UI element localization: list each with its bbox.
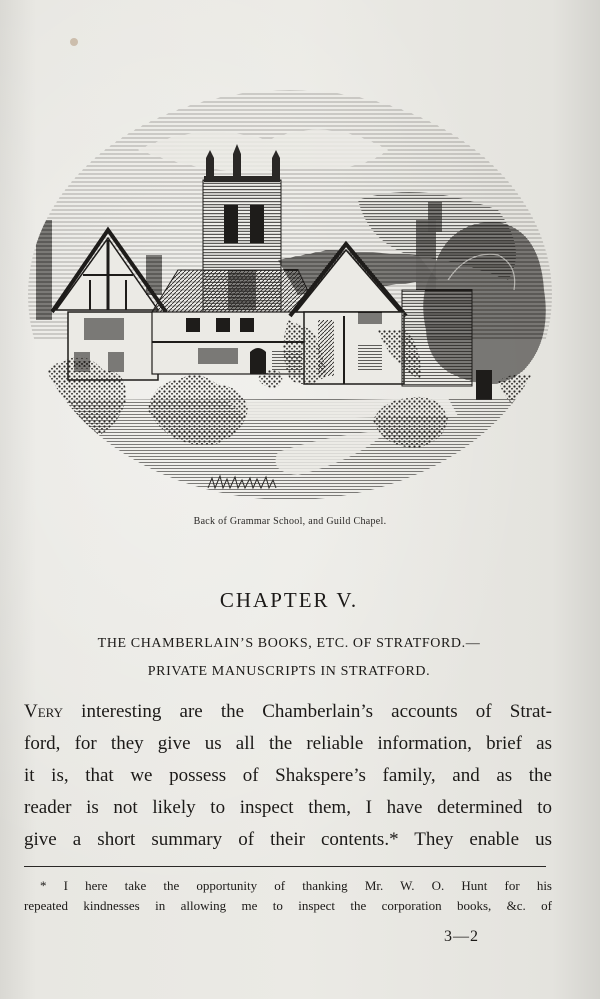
body-line-1 (24, 702, 552, 722)
body-line-1-rest: interesting are the Chamberlain’s accounts of Strat- (63, 701, 552, 722)
signature-mark: 3—2 (444, 928, 479, 945)
body-line-4: reader is not likely to inspect them, I have determined to (24, 797, 552, 818)
footnote-rule (24, 866, 546, 867)
footnote-line-2: repeated kindnesses in allowing me to inspect the corporation books, &c. of (24, 898, 552, 913)
illustration-caption: Back of Grammar School, and Guild Chapel. (193, 516, 387, 527)
drop-word: Very (24, 701, 64, 722)
chapter-subtitle-line1: THE CHAMBERLAIN’S BOOKS, ETC. OF STRATFORD.— (97, 636, 481, 651)
body-line-5: give a short summary of their contents.* They enable us (24, 829, 552, 850)
body-line-3: it is, that we possess of Shakspere’s family, and as the (24, 765, 552, 786)
body-line-2: ford, for they give us all the reliable information, brief as (24, 733, 552, 754)
footnote-line-1: * I here take the opportunity of thanking Mr. W. O. Hunt for his (40, 878, 552, 893)
chapter-subtitle-line2: PRIVATE MANUSCRIPTS IN STRATFORD. (147, 664, 431, 679)
chapter-heading: CHAPTER V. (219, 588, 359, 612)
engraving-illustration (28, 80, 552, 505)
paper-stain (70, 38, 78, 46)
